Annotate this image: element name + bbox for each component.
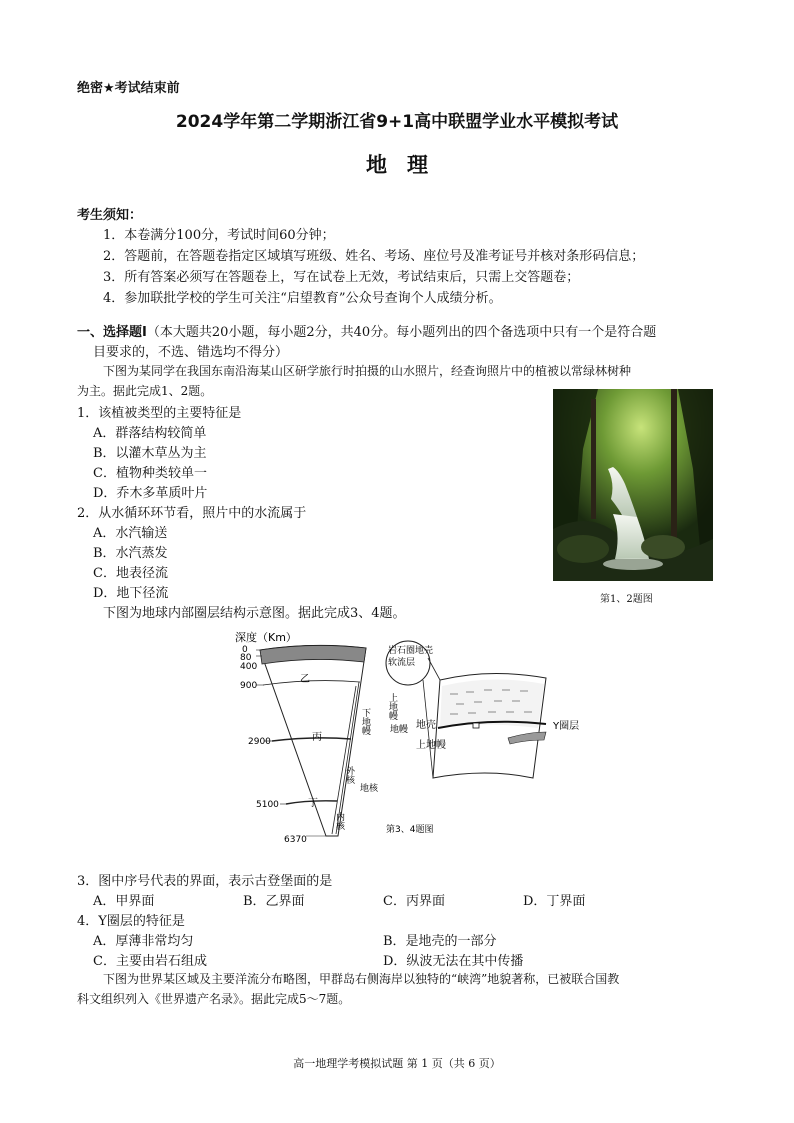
q4-option-b[interactable]: B．是地壳的一部分 [383,934,497,949]
section-heading-line [77,321,656,340]
earth-interior-diagram [228,628,598,846]
label-bing: 丙 [312,732,322,743]
depth-tick: 5100 [256,800,279,810]
subject-title: 地理 [366,153,448,177]
depth-tick: 80 [240,653,252,663]
notice-item: 3．所有答案必须写在答题卷上，写在试卷上无效，考试结束后，只需上交答题卷； [103,270,580,285]
q1-option-c[interactable]: C．植物种类较单一 [93,466,207,481]
q4-option-d[interactable]: D．纵波无法在其中传播 [383,954,524,969]
label-lower-mantle-v: 下地幔 [360,708,370,735]
label-rock: 岩石圈 [388,646,416,656]
depth-tick: 6370 [284,835,307,845]
q2-option-d[interactable]: D．地下径流 [93,586,169,601]
label-outer-core-v: 外核 [344,766,354,784]
label-crust-zoom: 地壳 [416,720,436,731]
intro-q5-7: 下图为世界某区域及主要洋流分布略图，甲群岛右侧海岸以独特的“峡湾”地貌著称，已被联合国教 [103,972,620,986]
q4-option-a[interactable]: A．厚薄非常均匀 [93,934,194,949]
q1-option-a[interactable]: A．群落结构较简单 [93,426,207,441]
intro-q3-4: 下图为地球内部圈层结构示意图。据此完成3、4题。 [103,606,406,621]
label-asthenosphere: 软流层 [388,658,416,668]
q4-option-c[interactable]: C．主要由岩石组成 [93,954,207,969]
q3-stem: 3．图中序号代表的界面，表示古登堡面的是 [77,874,333,889]
section-heading: 一、选择题Ⅰ [77,325,147,340]
q2-option-a[interactable]: A．水汽输送 [93,526,168,541]
q1-option-d[interactable]: D．乔木多革质叶片 [93,486,208,501]
notice-item: 2．答题前，在答题卷指定区域填写班级、姓名、考场、座位号及准考证号并核对条形码信息； [103,249,645,264]
diagram-caption: 第3、4题图 [386,825,434,835]
notice-heading: 考生须知： [77,208,143,223]
label-inner-core-v: 内核 [334,812,344,830]
secret-label: 绝密★考试结束前 [77,81,180,96]
waterfall-photo [553,389,713,581]
q2-option-c[interactable]: C．地表径流 [93,566,168,581]
depth-tick: 0 [242,645,248,655]
label-core: 地核 [360,784,379,794]
section-desc-2: 目要求的，不选、错选均不得分） [93,345,289,360]
notice-item: 1．本卷满分100分，考试时间60分钟； [103,228,335,243]
page-footer: 高一地理学考模拟试题 第 1 页（共 6 页） [293,1057,501,1070]
depth-tick: 2900 [248,737,271,747]
q4-stem: 4．Y圈层的特征是 [77,914,185,929]
intro-q5-7-cont: 科文组织列入《世界遗产名录》。据此完成5～7题。 [77,992,351,1006]
section-desc: （本大题共20小题，每小题2分，共40分。每小题列出的四个备选项中只有一个是符合题 [146,325,657,340]
q3-option-a[interactable]: A．甲界面 [93,894,155,909]
depth-tick: 900 [240,681,258,691]
q3-option-b[interactable]: B．乙界面 [243,894,305,909]
intro-q1-2-cont: 为主。据此完成1、2题。 [77,384,213,398]
label-crust-top: 地壳 [415,646,434,656]
intro-q1-2: 下图为某同学在我国东南沿海某山区研学旅行时拍摄的山水照片，经查询照片中的植被以常绿林树种 [103,364,632,378]
label-upper-mantle-v: 上地幔 [387,693,397,720]
depth-tick: 400 [240,662,258,672]
q2-option-b[interactable]: B．水汽蒸发 [93,546,168,561]
exam-title: 2024学年第二学期浙江省9+1高中联盟学业水平模拟考试 [175,112,619,132]
label-yi: 乙 [300,674,310,685]
q1-option-b[interactable]: B．以灌木草丛为主 [93,446,207,461]
label-ding: 丁 [308,798,318,809]
photo-caption: 第1、2题图 [600,594,653,605]
depth-axis-label: 深度（Km） [235,631,297,644]
q3-option-c[interactable]: C．丙界面 [383,894,445,909]
label-mantle: 地幔 [390,725,409,735]
q2-stem: 2．从水循环环节看，照片中的水流属于 [77,506,307,521]
label-y-layer: Y圈层 [553,721,580,732]
notice-item: 4．参加联批学校的学生可关注“启望教育”公众号查询个人成绩分析。 [103,291,502,306]
label-upper-mantle: 上地幔 [416,740,446,751]
q1-stem: 1．该植被类型的主要特征是 [77,406,242,421]
q3-option-d[interactable]: D．丁界面 [523,894,586,909]
